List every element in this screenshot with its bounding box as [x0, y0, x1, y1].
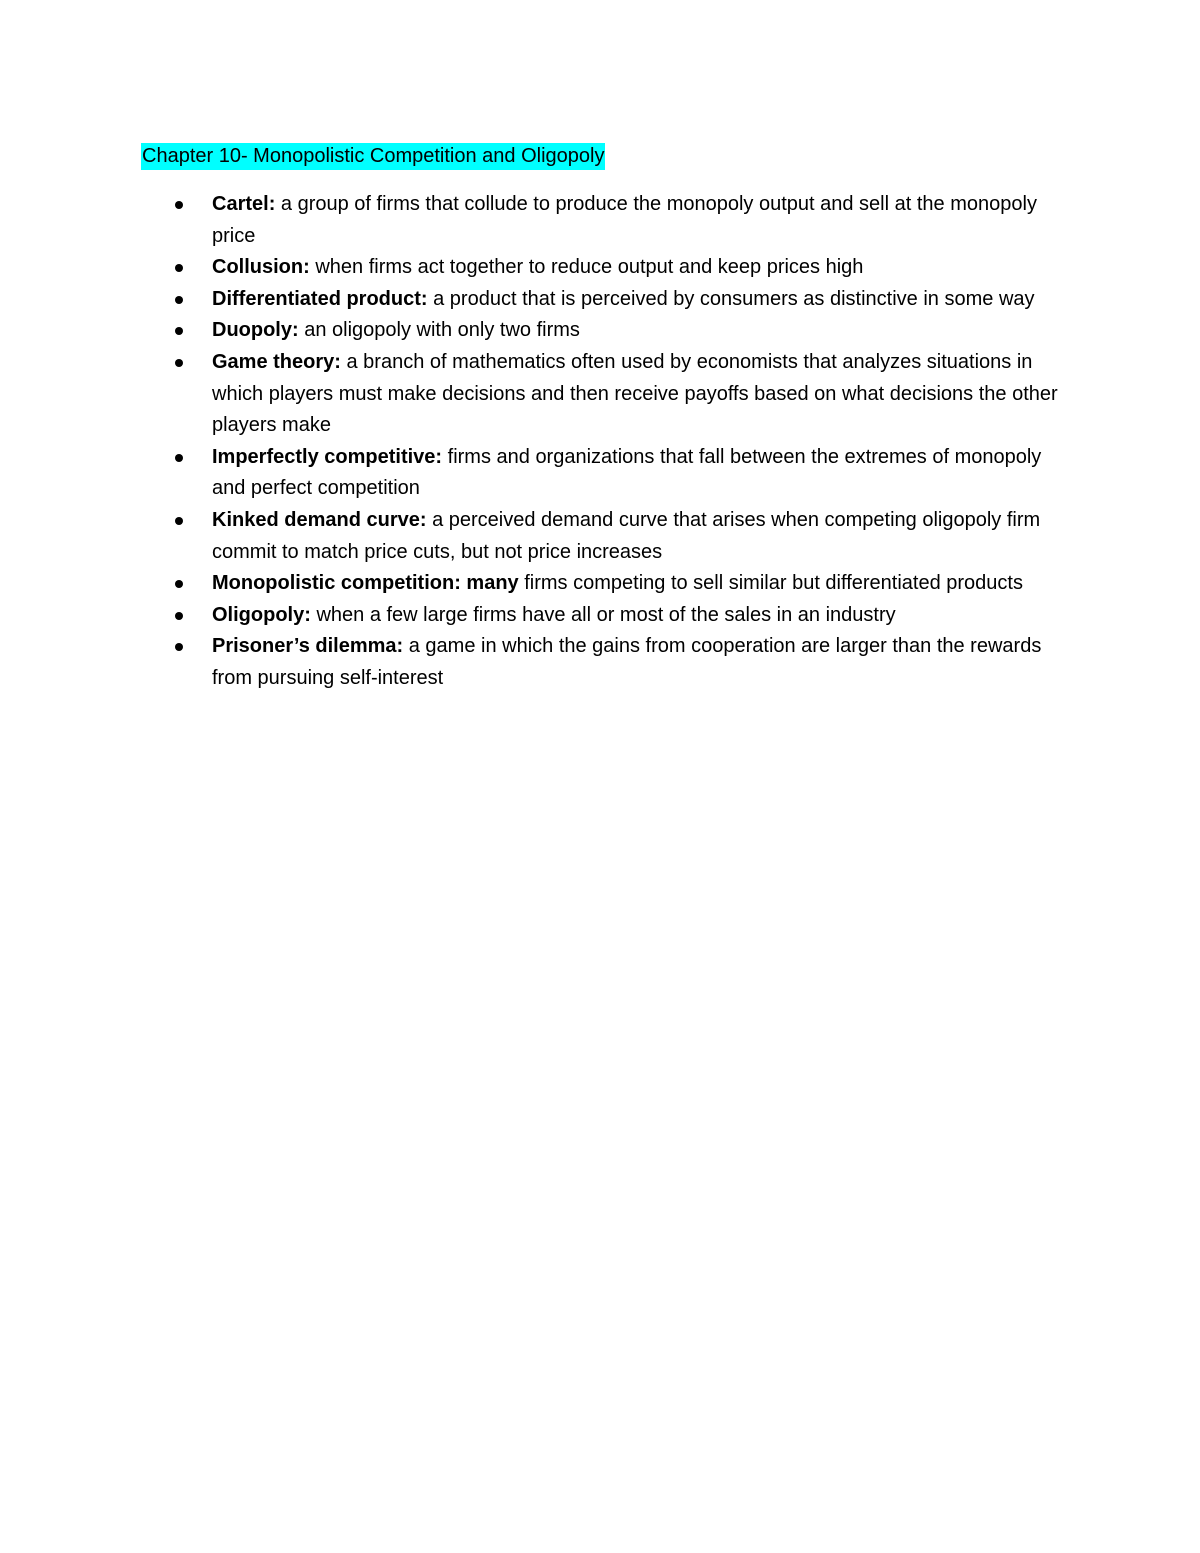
- term-label: Prisoner’s dilemma:: [212, 635, 404, 658]
- term-label: Duopoly:: [212, 319, 299, 342]
- list-item: [212, 442, 1072, 505]
- term-definition: when a few large firms have all or most of the sales in an industry: [310, 603, 896, 626]
- bullet-icon: [175, 580, 183, 588]
- term-definition: a product that is perceived by consumers as distinctive in some way: [427, 287, 1035, 310]
- term-label: Monopolistic competition: many: [212, 572, 519, 595]
- glossary-list: [212, 189, 1072, 695]
- term-label: Cartel:: [212, 193, 276, 215]
- bullet-icon: [175, 359, 183, 367]
- term-label: Game theory:: [212, 350, 341, 373]
- term-definition: a game in which the gains from cooperation are larger than the rewards from pursuing self-interest: [212, 635, 1042, 689]
- term-definition: firms and organizations that fall between the extremes of monopoly and perfect competition: [212, 445, 1042, 500]
- list-item: [212, 600, 1072, 632]
- term-label: Collusion:: [212, 256, 310, 279]
- bullet-icon: [175, 296, 183, 304]
- bullet-icon: [175, 612, 183, 620]
- bullet-icon: [175, 643, 183, 651]
- list-item: [212, 284, 1072, 316]
- term-definition: firms competing to sell similar but differentiated products: [518, 572, 1023, 595]
- term-definition: an oligopoly with only two firms: [298, 319, 580, 342]
- list-item: [212, 568, 1072, 600]
- title-highlight: Chapter 10- Monopolistic Competition and Oligopoly: [141, 143, 605, 170]
- term-label: Differentiated product:: [212, 287, 428, 310]
- list-item: [212, 347, 1072, 442]
- term-label: Oligopoly:: [212, 603, 311, 626]
- list-item: [212, 252, 1072, 284]
- term-definition: when firms act together to reduce output and keep prices high: [309, 256, 864, 279]
- list-item: [212, 505, 1072, 568]
- term-definition: a perceived demand curve that arises when competing oligopoly firm commit to match price cuts, but not price increases: [212, 508, 1041, 563]
- term-label: Kinked demand curve:: [212, 508, 427, 531]
- list-item: [212, 189, 1072, 252]
- bullet-icon: [175, 201, 183, 209]
- term-label: Imperfectly competitive:: [212, 445, 443, 468]
- page-title: [141, 141, 605, 171]
- bullet-icon: [175, 517, 183, 525]
- bullet-icon: [175, 327, 183, 335]
- list-item: [212, 315, 1072, 347]
- bullet-icon: [175, 454, 183, 462]
- list-item: [212, 631, 1072, 694]
- term-definition: a group of firms that collude to produce the monopoly output and sell at the monopoly price: [212, 193, 1037, 247]
- term-definition: a branch of mathematics often used by economists that analyzes situations in which players must make decisions and then receive payoffs based on what decisions the other players make: [212, 350, 1058, 437]
- bullet-icon: [175, 264, 183, 272]
